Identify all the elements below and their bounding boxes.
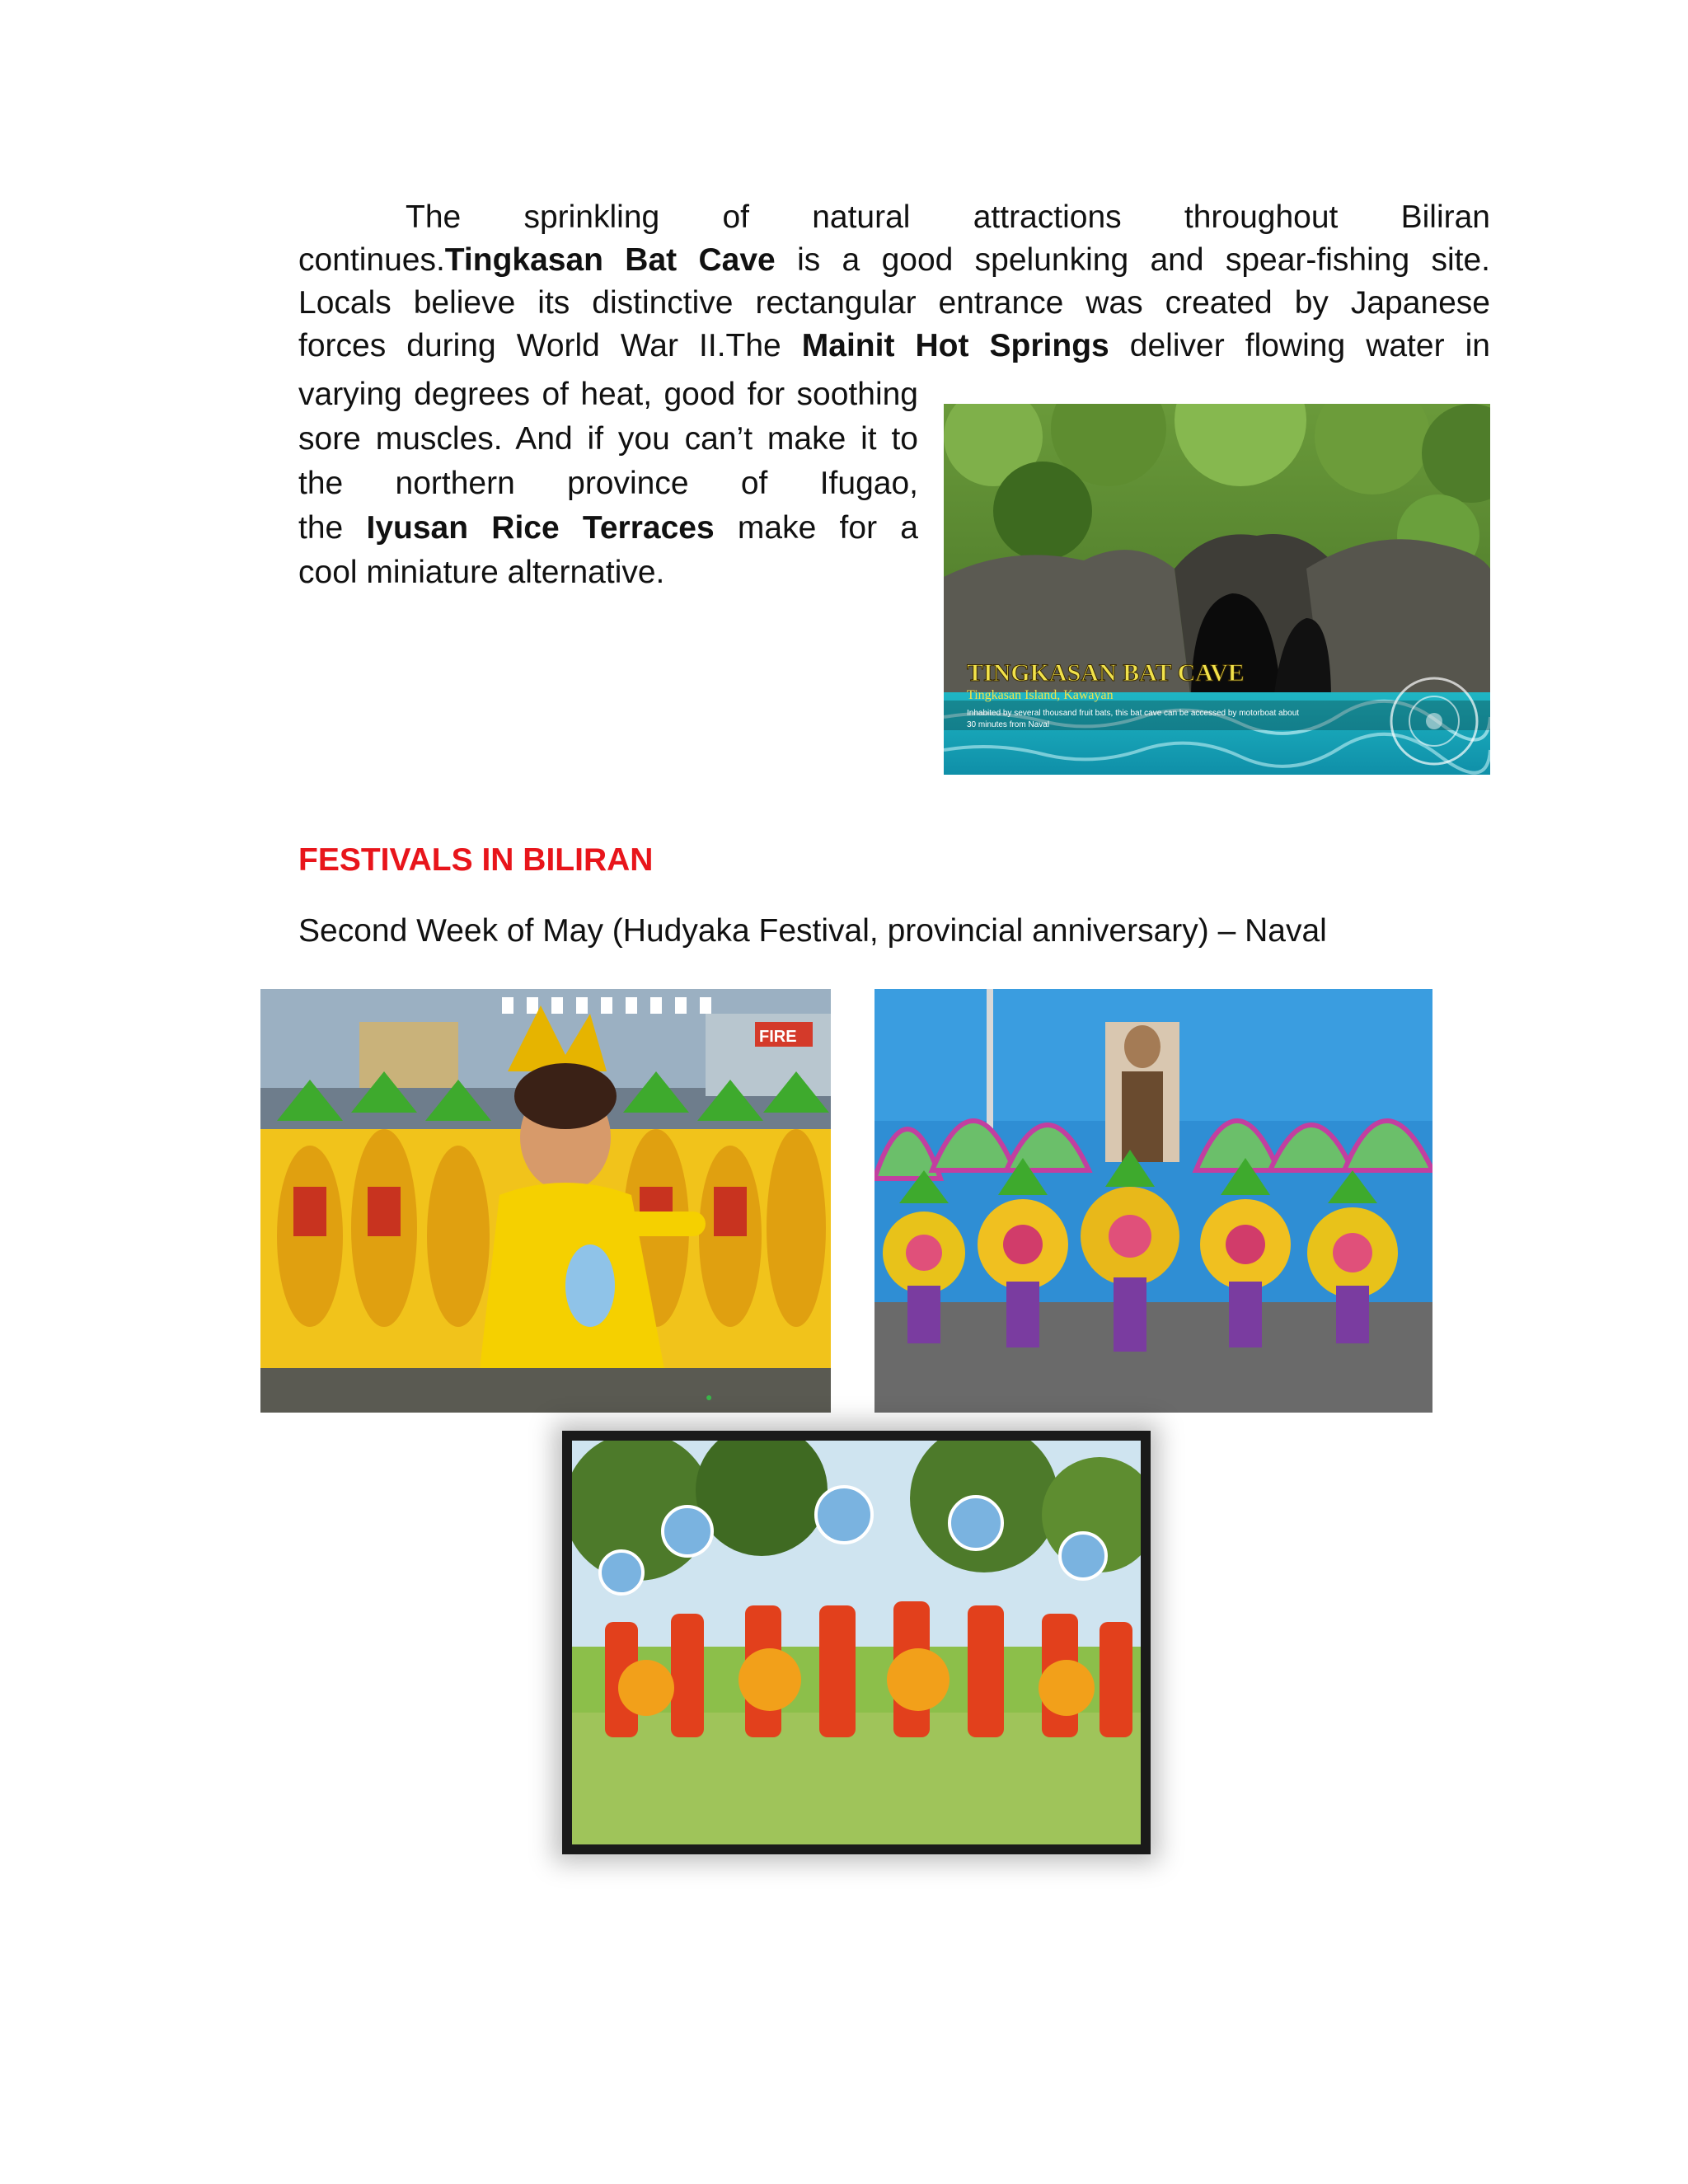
paragraph-line: varying degrees of heat, good for soothing [298,377,918,412]
text-run: deliver flowing water in [1129,328,1490,363]
festival-place: Naval [1245,913,1327,949]
bold-place-name: Mainit Hot Springs [801,328,1109,363]
paragraph-line [298,506,918,551]
paragraph-line [298,239,1490,282]
text-run: make for a [737,510,918,546]
cave-photo-caption: Inhabited by several thousand fruit bats, this bat cave can be accessed by motorboat about [967,709,1300,718]
text-run: is a good spelunking and spear-fishing site. [797,242,1490,278]
bold-place-name: Iyusan Rice Terraces [366,510,715,546]
tingkasan-bat-cave-photo [944,404,1490,775]
text-run: continues. [298,242,445,278]
paragraph-line: the northern province of Ifugao, [298,466,918,501]
bold-place-name: Tingkasan Bat Cave [444,242,776,278]
paragraph-line: sore muscles. And if you can’t make it to [298,421,918,457]
paragraph-line: The sprinkling of natural attractions throughout Biliran [406,199,1490,235]
paragraph-attractions [298,196,1490,368]
festival-photo-frame [562,1431,1151,1854]
dash: – [1217,913,1236,949]
hudyaka-festival-photo-dancer [260,989,831,1413]
paragraph-attractions-continued [298,373,918,595]
photo-watermark: ● [706,1390,713,1404]
paragraph-line: Locals believe its distinctive rectangular entrance was created by Japanese [298,285,1490,321]
cave-photo-title: TINGKASAN BAT CAVE [967,659,1245,687]
hudyaka-festival-photo-shields [572,1441,1141,1844]
text-run: the [298,510,344,546]
cave-photo-caption: 30 minutes from Naval [967,720,1050,729]
festival-event: Second Week of May (Hudyaka Festival, provincial anniversary) [298,913,1209,949]
hudyaka-festival-photo-parade [874,989,1432,1413]
festivals-heading: FESTIVALS IN BILIRAN [298,842,654,878]
paragraph-line [298,325,1490,368]
cave-photo-subtitle: Tingkasan Island, Kawayan [967,688,1114,702]
text-run: forces during World War II.The [298,328,781,363]
festival-date-line [298,912,1327,951]
fire-sign: FIRE [759,1028,797,1046]
paragraph-line: cool miniature alternative. [298,555,665,590]
